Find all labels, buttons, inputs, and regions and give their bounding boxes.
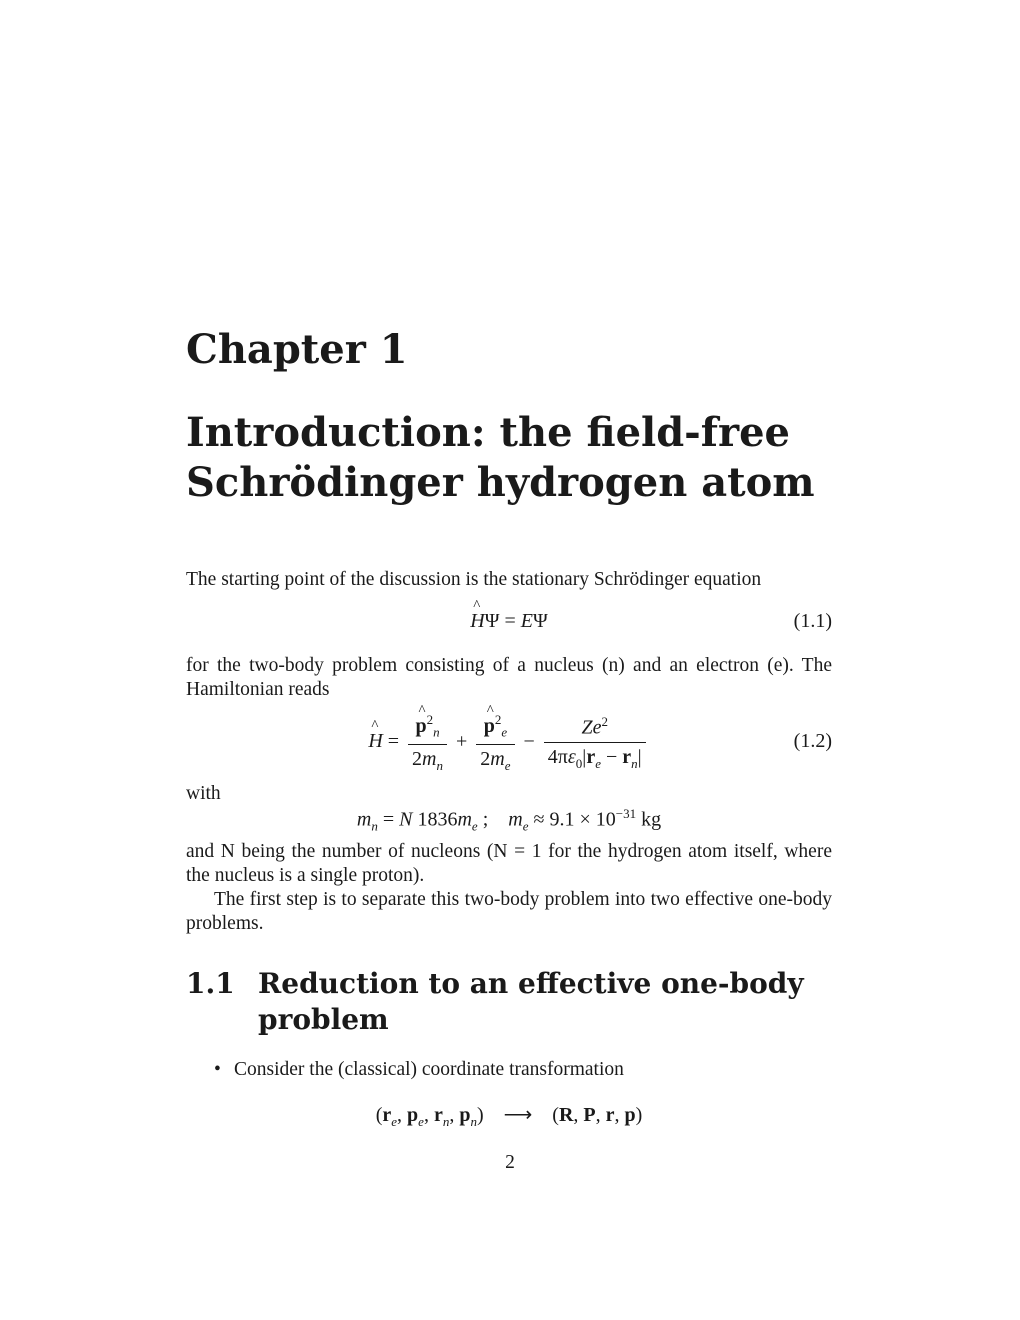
bullet-text: Consider the (classical) coordinate transformation bbox=[234, 1059, 624, 1080]
section-number: 1.1 bbox=[186, 967, 235, 1000]
equation-1-1-body: ^ HΨ = EΨ bbox=[186, 610, 832, 633]
paragraph-first-step: The first step is to separate this two-body problem into two effective one-body problems. bbox=[186, 889, 832, 934]
equation-transformation bbox=[186, 1102, 832, 1130]
equation-number: (1.1) bbox=[793, 610, 832, 632]
equation-masses bbox=[186, 806, 832, 834]
chapter-label: Chapter 1 bbox=[186, 326, 408, 373]
equation-masses-body: $m_n = N$ $1836m_e$ ; $m_e \approx 9.1 \times 10^{-31}$ kg bbox=[356, 806, 662, 834]
paragraph-with: with bbox=[186, 783, 221, 804]
chapter-title: Introduction: the field-free Schrödinger hydrogen atom bbox=[186, 409, 815, 506]
paragraph-nucleons: and N being the number of nucleons (N = 1 for the hydrogen atom itself, where the nucleus is a single proton). bbox=[186, 841, 832, 886]
paragraph-intro: The starting point of the discussion is the stationary Schrödinger equation bbox=[186, 569, 762, 590]
equation-number: (1.2) bbox=[793, 730, 832, 752]
equation-transformation-body: ($r_e$, $p_e$, $r_n$, $p_n$) ⟶ (R, P, r, p) bbox=[375, 1104, 643, 1129]
section-title: Reduction to an effective one-body problem bbox=[258, 967, 804, 1036]
equation-1-1 bbox=[186, 610, 832, 638]
equation-1-2 bbox=[186, 712, 832, 776]
bullet-dot-icon: • bbox=[214, 1059, 221, 1080]
page-number: 2 bbox=[505, 1152, 515, 1173]
paragraph-two-body: for the two-body problem consisting of a nucleus (n) and an electron (e). The Hamiltonian reads bbox=[186, 655, 832, 700]
equation-1-2-body: ^ H = ^ $\frac{p^2_n}{2m_n}$ + ^ $\frac{p^2_e}{2m_e}$ − $\frac{Ze^2}{4\pi\varepsilon_0|r_e - r_n|}$ bbox=[186, 712, 832, 774]
